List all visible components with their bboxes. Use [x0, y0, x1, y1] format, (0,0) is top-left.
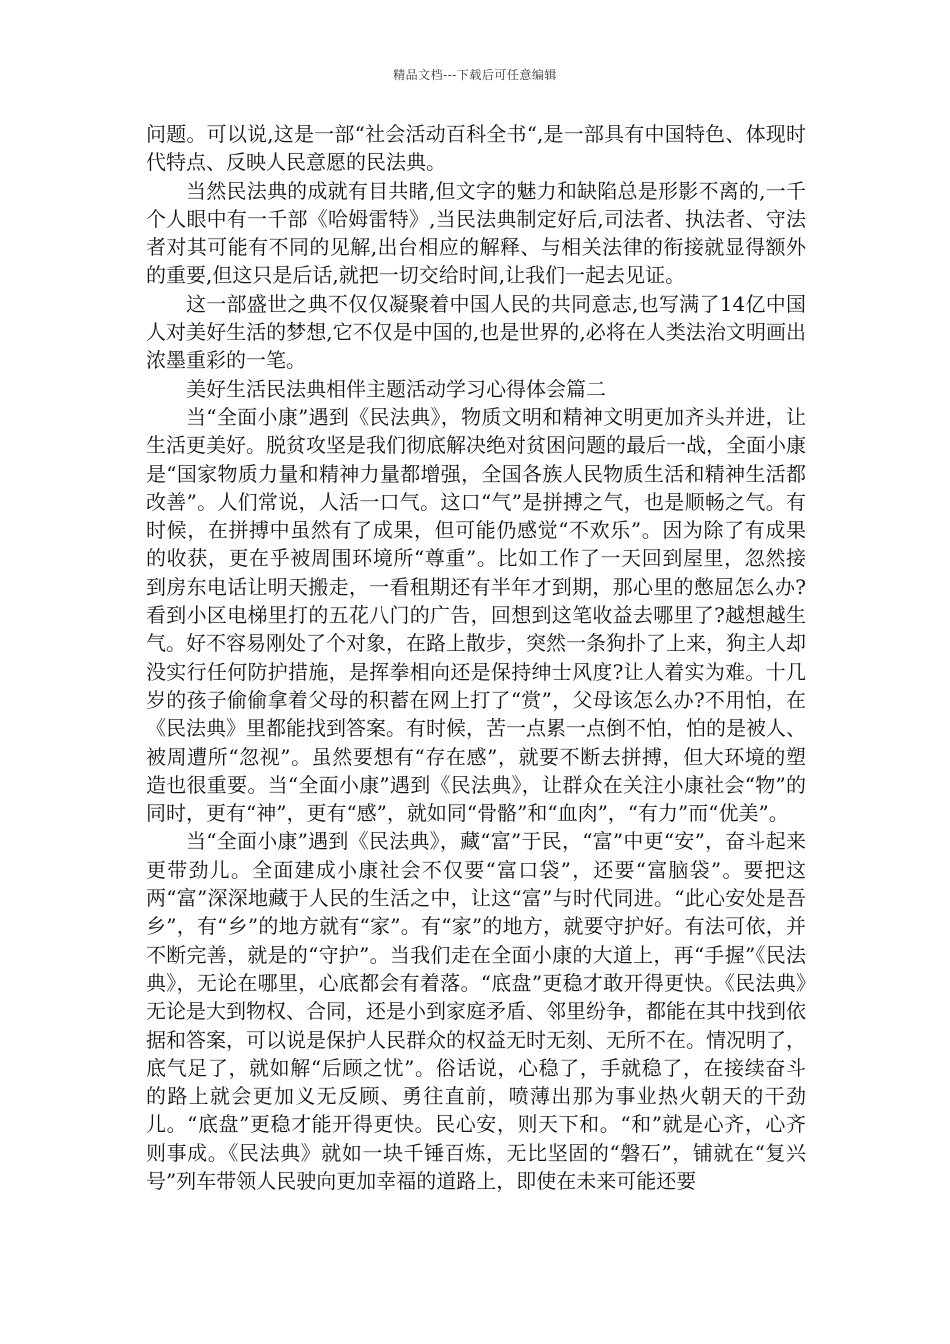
page-header: 精品文档---下载后可任意编辑 [393, 68, 557, 82]
paragraph: 当“全面小康”遇到《民法典》，物质文明和精神文明更加齐头并进，让生活更美好。脱贫攻坚是我们彻底解决绝对贫困问题的最后一战，全面小康是“国家物质力量和精神力量都增强，全国各族人民物质生活和精神生活都改善”。人们常说，人活一口气。这口“气”是拼搏之气，也是顺畅之气。有时候，在拼搏中虽然有了成果，但可能仍感觉“不欢乐”。因为除了有成果的收获，更在乎被周围环境所“尊重”。比如工作了一天回到屋里，忽然接到房东电话让明天搬走，一看租期还有半年才到期，那心里的憋屈怎么办?看到小区电梯里打的五花八门的广告，回想到这笔收益去哪里了?越想越生气。好不容易刚处了个对象，在路上散步，突然一条狗扑了上来，狗主人却没实行任何防护措施，是挥拳相向还是保持绅士风度?让人着实为难。十几岁的孩子偷偷拿着父母的积蓄在网上打了“赏”，父母该怎么办?不用怕，在《民法典》里都能找到答案。有时候，苦一点累一点倒不怕，怕的是被人、被周遭所“忽视”。虽然要想有“存在感”，就要不断去拼搏，但大环境的塑造也很重要。当“全面小康”遇到《民法典》，让群众在关注小康社会“物”的同时，更有“神”，更有“感”，就如同“骨骼”和“血肉”，“有力”而“优美”。 [146, 404, 806, 826]
section-heading: 美好生活民法典相伴主题活动学习心得体会篇二 [186, 376, 606, 401]
document-body [146, 120, 806, 1195]
paragraph: 当然民法典的成就有目共睹,但文字的魅力和缺陷总是形影不离的,一千个人眼中有一千部《哈姆雷特》,当民法典制定好后,司法者、执法者、守法者对其可能有不同的见解,出台相应的解释、与相关法律的衔接就显得额外的重要,但这只是后话,就把一切交给时间,让我们一起去见证。 [146, 178, 806, 288]
paragraph: 当“全面小康”遇到《民法典》，藏“富”于民，“富”中更“安”，奋斗起来更带劲儿。全面建成小康社会不仅要“富口袋”，还要“富脑袋”。要把这两“富”深深地藏于人民的生活之中，让这“富”与时代同进。“此心安处是吾乡”，有“乡”的地方就有“家”。有“家”的地方，就要守护好。有法可依，并不断完善，就是的“守护”。当我们走在全面小康的大道上，再“手握”《民法典》，无论在哪里，心底都会有着落。“底盘”更稳才敢开得更快。《民法典》无论是大到物权、合同，还是小到家庭矛盾、邻里纷争，都能在其中找到依据和答案，可以说是保护人民群众的权益无时无刻、无所不在。情况明了，底气足了，就如解“后顾之忧”。俗话说，心稳了，手就稳了，在接续奋斗的路上就会更加义无反顾、勇往直前，喷薄出那为事业热火朝天的干劲儿。“底盘”更稳才能开得更快。民心安，则天下和。“和”就是心齐，心齐则事成。《民法典》就如一块千锤百炼，无比坚固的“磐石”，铺就在“复兴号”列车带领人民驶向更加幸福的道路上，即使在未来可能还要 [146, 829, 806, 1193]
paragraph: 这一部盛世之典不仅仅凝聚着中国人民的共同意志,也写满了14亿中国人对美好生活的梦想,它不仅是中国的,也是世界的,必将在人类法治文明画出浓墨重彩的一笔。 [146, 291, 806, 373]
paragraph-continuation: 问题。可以说,这是一部“社会活动百科全书“,是一部具有中国特色、体现时代特点、反映人民意愿的民法典。 [146, 122, 806, 175]
